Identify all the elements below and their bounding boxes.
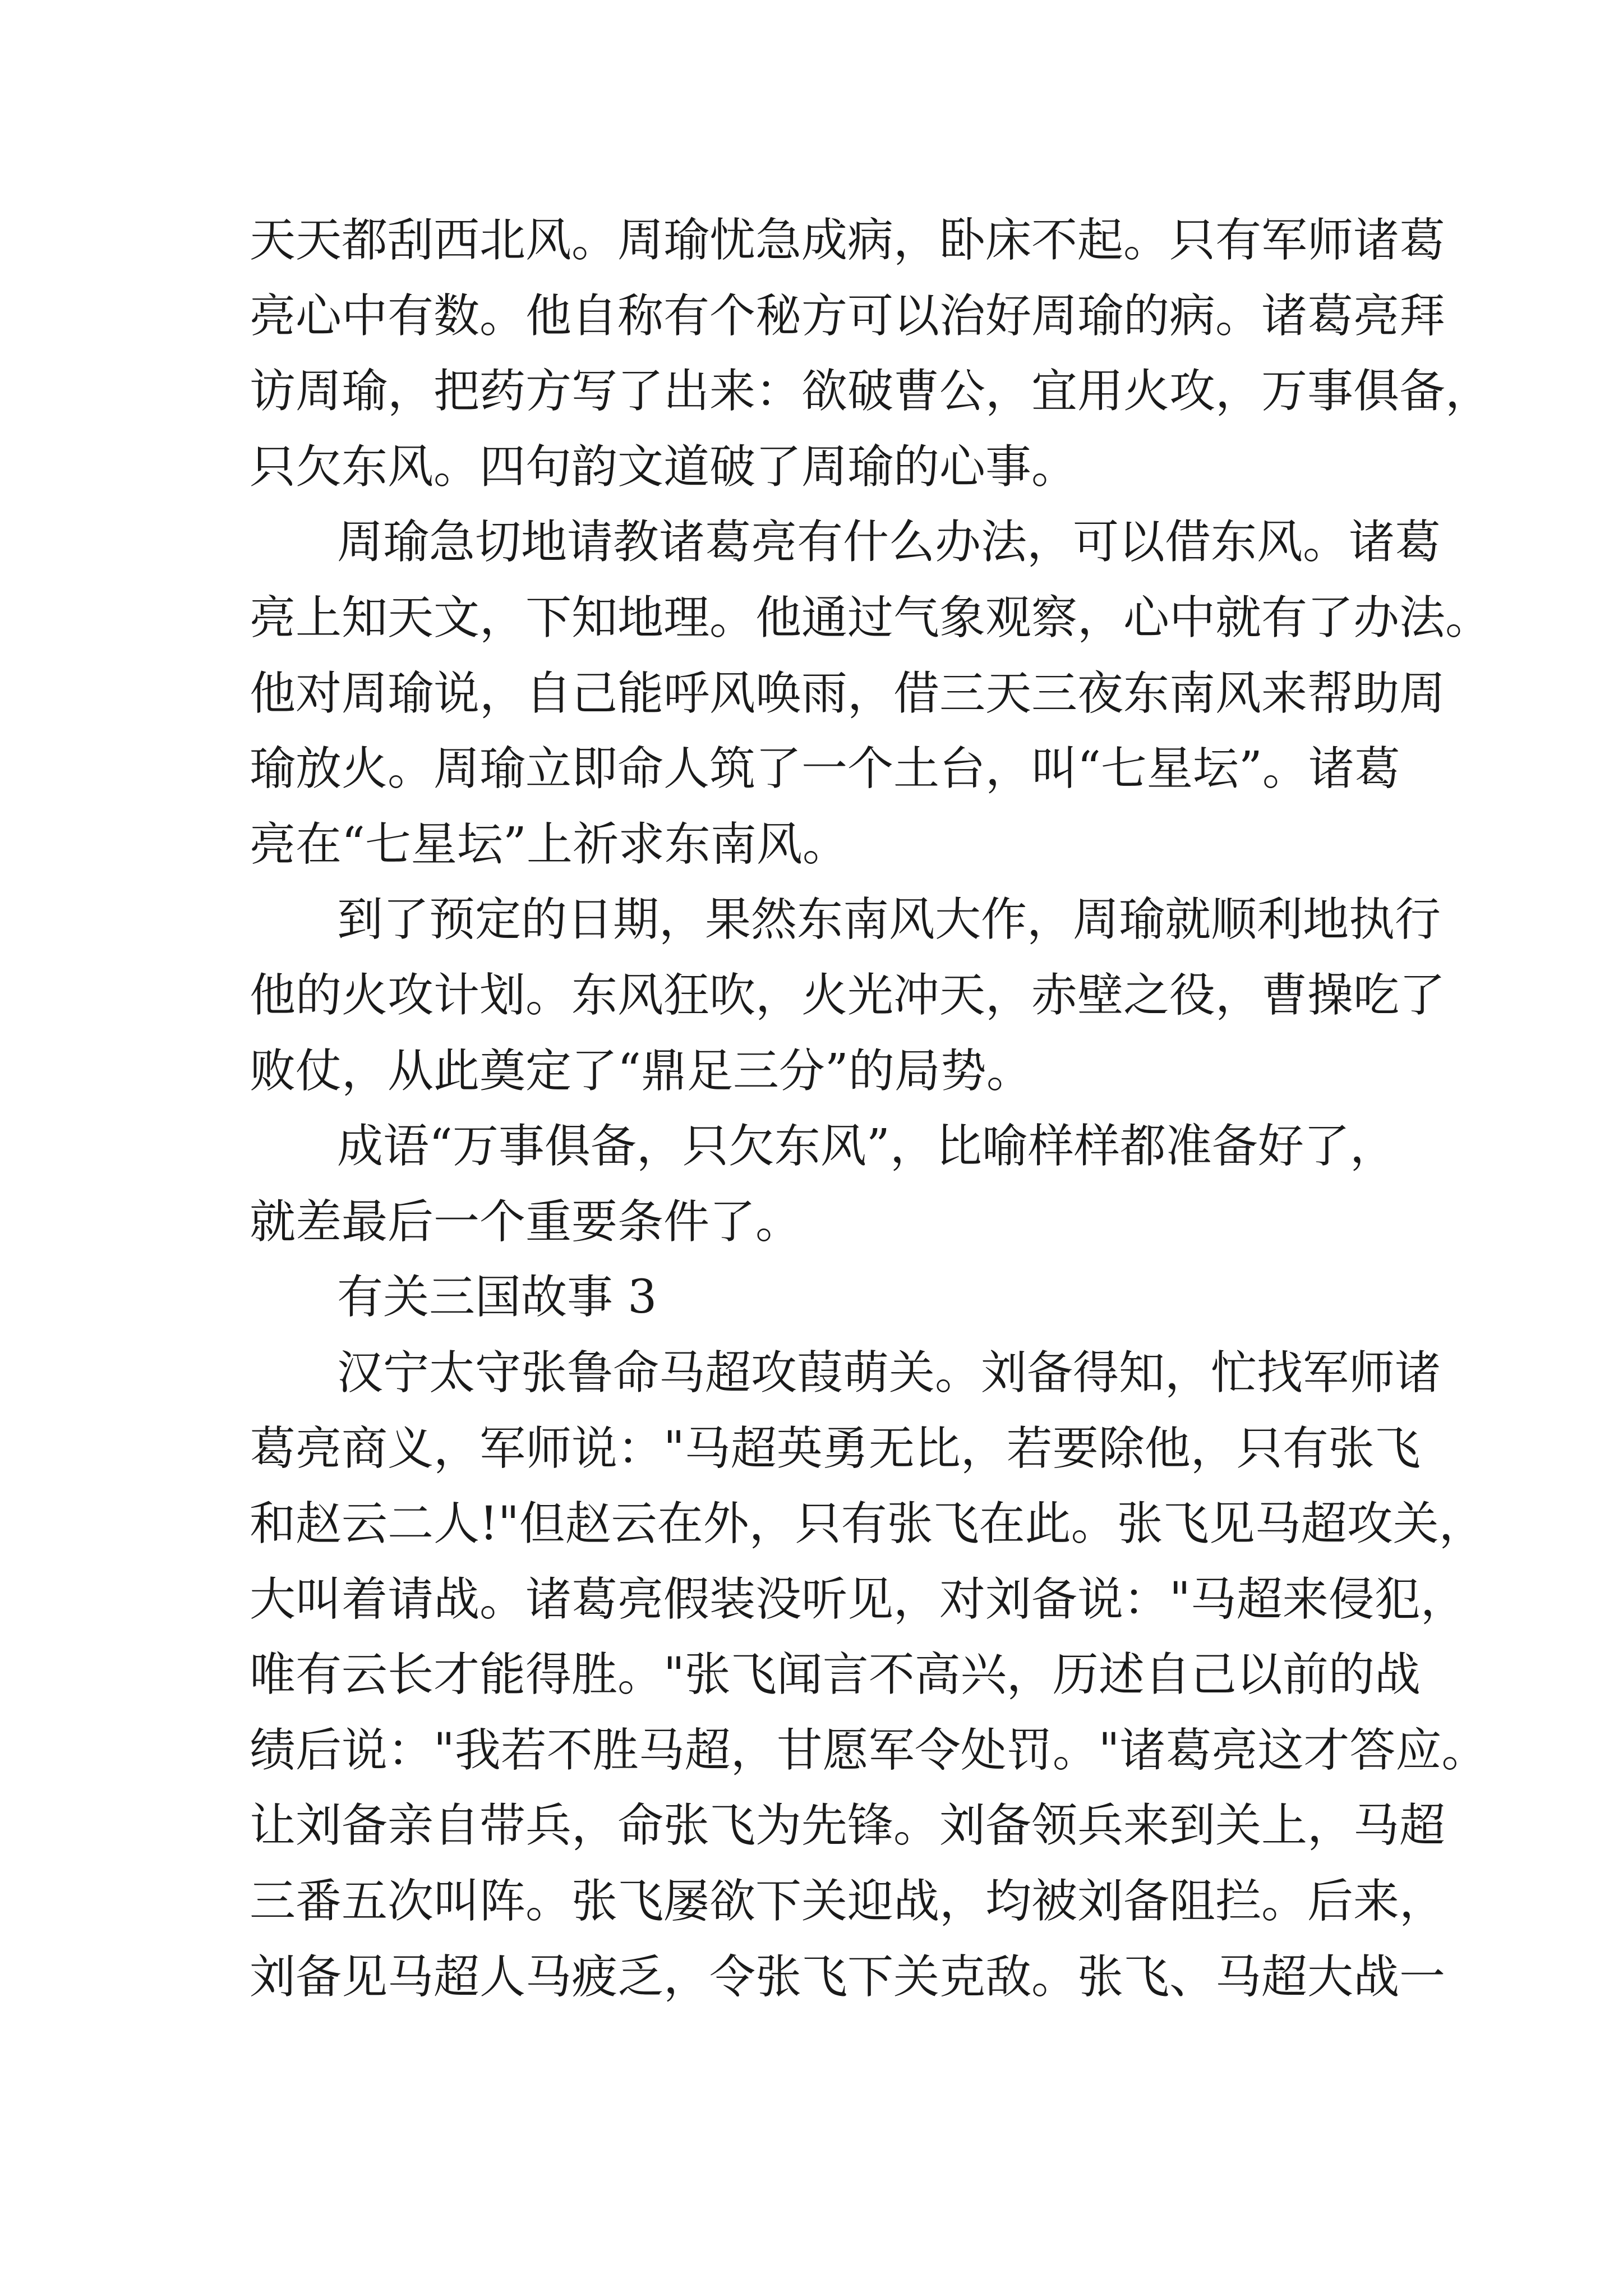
text-line: 就差最后一个重要条件了。 bbox=[250, 1195, 802, 1249]
text-line: 亮心中有数。他自称有个秘方可以治好周瑜的病。诸葛亮拜 bbox=[250, 289, 1446, 343]
text-line: 只欠东风。四句韵文道破了周瑜的心事。 bbox=[250, 440, 1078, 494]
text-line: 葛亮商义，军师说："马超英勇无比，若要除他，只有张飞 bbox=[250, 1421, 1421, 1475]
text-line: 他的火攻计划。东风狂吹，火光冲天，赤壁之役，曹操吃了 bbox=[250, 968, 1446, 1022]
text-line: 让刘备亲自带兵，命张飞为先锋。刘备领兵来到关上，马超 bbox=[250, 1799, 1446, 1853]
text-line: 访周瑜，把药方写了出来：欲破曹公，宜用火攻，万事俱备， bbox=[250, 365, 1492, 418]
section-heading: 有关三国故事 3 bbox=[337, 1271, 657, 1324]
text-line: 和赵云二人!"但赵云在外，只有张飞在此。张飞见马超攻关， bbox=[250, 1497, 1485, 1551]
text-line: 大叫着请战。诸葛亮假装没听见，对刘备说："马超来侵犯， bbox=[250, 1572, 1467, 1626]
text-line: 他对周瑜说，自己能呼风唤雨，借三天三夜东南风来帮助周 bbox=[250, 666, 1446, 720]
document-body bbox=[250, 203, 1492, 2015]
paragraph-start-line: 成语“万事俱备，只欠东风”，比喻样样都准备好了， bbox=[337, 1120, 1396, 1174]
paragraph-start-line: 汉宁太守张鲁命马超攻葭萌关。刘备得知，忙找军师诸 bbox=[337, 1346, 1441, 1400]
text-line: 亮在“七星坛”上祈求东南风。 bbox=[250, 817, 849, 871]
paragraph-start-line: 到了预定的日期，果然东南风大作，周瑜就顺利地执行 bbox=[337, 893, 1441, 947]
text-line: 刘备见马超人马疲乏，令张飞下关克敌。张飞、马超大战一 bbox=[250, 1950, 1446, 2004]
paragraph-start-line: 周瑜急切地请教诸葛亮有什么办法，可以借东风。诸葛 bbox=[337, 516, 1441, 569]
text-line: 三番五次叫阵。张飞屡欲下关迎战，均被刘备阻拦。后来， bbox=[250, 1875, 1446, 1929]
text-line: 亮上知天文，下知地理。他通过气象观察，心中就有了办法。 bbox=[250, 591, 1492, 645]
text-line: 绩后说："我若不胜马超，甘愿军令处罚。"诸葛亮这才答应。 bbox=[250, 1723, 1488, 1777]
text-line: 败仗，从此奠定了“鼎足三分”的局势。 bbox=[250, 1044, 1032, 1098]
text-line: 唯有云长才能得胜。"张飞闻言不高兴，历述自己以前的战 bbox=[250, 1648, 1421, 1702]
text-line: 天天都刮西北风。周瑜忧急成病，卧床不起。只有军师诸葛 bbox=[250, 214, 1446, 267]
text-line: 瑜放火。周瑜立即命人筑了一个土台，叫“七星坛”。诸葛 bbox=[250, 742, 1400, 796]
